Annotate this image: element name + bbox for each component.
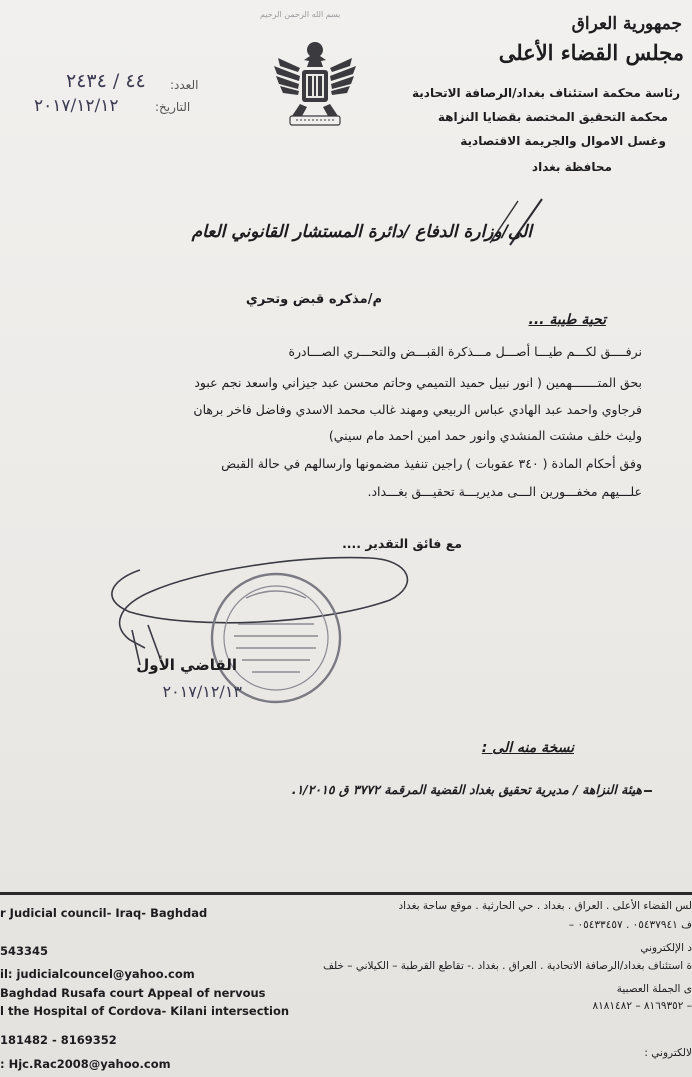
footer-divider	[0, 892, 692, 895]
footer-court-en: Baghdad Rusafa court Appeal of nervous	[0, 986, 266, 1000]
number-value: ٤٤ / ٢٤٣٤	[66, 70, 146, 92]
date-value: ٢٠١٧/١٢/١٢	[34, 96, 119, 116]
footer-court-address-ar: ة استئناف بغداد/الرصافة الاتحادية . العراق . بغداد .- تقاطع القرطبة – الكيلاني – خلف	[323, 960, 692, 972]
letter-closing: مع فائق التقدير ....	[342, 536, 462, 551]
header-governorate: محافظة بغداد	[531, 160, 612, 174]
body-line: وفق أحكام المادة ( ٣٤٠ عقوبات ) راجين تنفيذ مضمونها وارسالهم في حالة القبض	[221, 456, 642, 471]
footer-council-en: r Judicial council- Iraq- Baghdad	[0, 906, 208, 920]
judge-signature-date: ٢٠١٧/١٢/١٣	[162, 682, 242, 701]
copy-to-heading: نسخة منه الى :	[481, 740, 574, 756]
body-line: علـــيهم مخفـــورين الـــى مديريـــة تحقيـــق بغـــداد.	[367, 484, 642, 499]
copy-item-bullet	[644, 790, 652, 792]
footer-email-label-ar: د الإلكتروني	[640, 942, 692, 954]
footer-court-email-label-ar: لالكتروني :	[644, 1047, 692, 1059]
header-court-line-2: محكمة التحقيق المختصة بقضايا النزاهة	[437, 110, 668, 124]
body-line: نرفــــق لكـــم طيـــا أصـــل مـــذكرة القبـــض والتحـــري الصـــادرة	[288, 344, 642, 359]
header-council: مجلس القضاء الأعلى	[498, 40, 684, 65]
footer-email-en[interactable]: il: judicialcouncel@yahoo.com	[0, 967, 195, 981]
letter-greeting: تحية طيبة ...	[528, 312, 606, 328]
body-line: فرجاوي واحمد عبد الهادي عباس الربيعي ومهند غالب محمد الاسدي وفاضل فاخر برهان	[193, 402, 642, 417]
footer-court-phone-en: 181482 - 8169352	[0, 1033, 117, 1047]
body-line: وليث خلف مشتت المنشدي وانور حمد امين احمد مام سيني)	[328, 428, 642, 443]
header-court-line-1: رئاسة محكمة استئناف بغداد/الرصافة الاتحادية	[412, 86, 680, 100]
footer-address-ar: لس القضاء الأعلى . العراق . بغداد . حي الحارثية . موقع ساحة بغداد	[398, 900, 692, 912]
footer-court-address-ar-2: ى الجملة العصبية	[616, 983, 692, 995]
footer-phone-ar: ف ٠٥٤٣٧٩٤١ . ٠٥٤٣٣٤٥٧ –	[568, 919, 692, 931]
judge-title: القاضي الأول	[136, 656, 237, 674]
letter-subject: م/مذكره قبض وتحري	[245, 292, 382, 307]
footer-phone-en: 543345	[0, 944, 49, 958]
letter-addressee: الى/وزارة الدفاع /دائرة المستشار القانوني العام	[191, 222, 532, 242]
header-country: جمهورية العراق	[571, 14, 682, 34]
body-line: بحق المتـــــــهمين ( انور نبيل حميد التميمي وحاتم محسن عبد جيزاني واسعد نجم عبود	[194, 375, 642, 390]
footer-court-phone-ar: ٨١٦٩٣٥٢ – ٨١٨١٤٨٢ –	[592, 1000, 692, 1012]
iraq-eagle-emblem-icon	[270, 36, 360, 128]
footer-court-address-en: l the Hospital of Cordova- Kilani intersection	[0, 1004, 290, 1018]
header-court-line-3: وغسل الاموال والجريمة الاقتصادية	[460, 134, 666, 148]
header-basmala: بسم الله الرحمن الرحيم	[260, 10, 341, 19]
copy-to-item: هيئة النزاهة / مديرية تحقيق بغداد القضية المرقمة ٣٧٧٢ ق ١/٢٠١٥.	[291, 782, 642, 797]
footer-court-email-en[interactable]: : Hjc.Rac2008@yahoo.com	[0, 1057, 171, 1071]
number-label: العدد:	[170, 78, 199, 92]
date-label: التاريخ:	[155, 100, 191, 114]
